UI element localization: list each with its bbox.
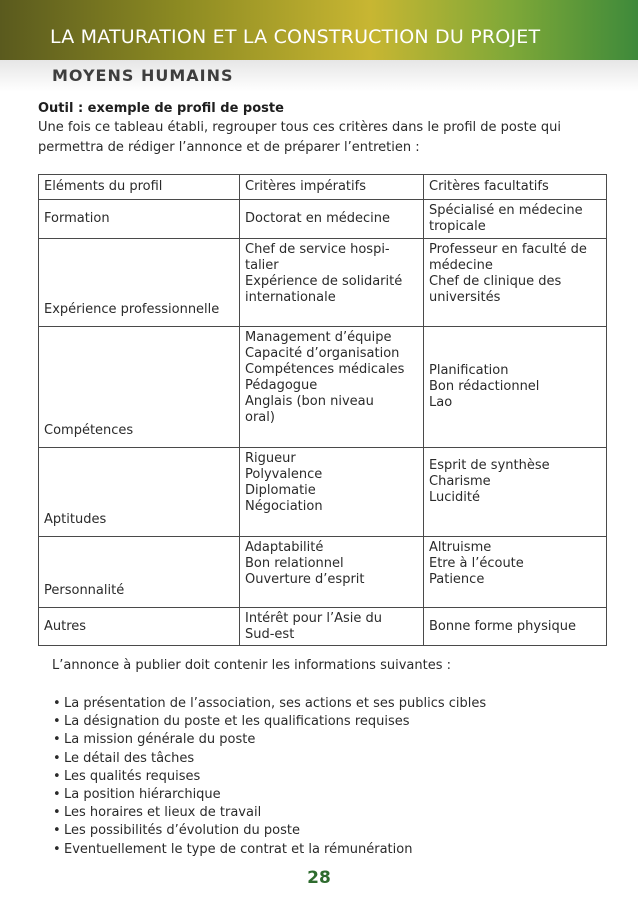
row-facultatifs [424,537,607,608]
cell-line: Altruisme [429,540,492,555]
row-element: Personnalité [39,537,240,608]
bullet-icon: • [53,714,61,730]
list-item-text: Eventuellement le type de contrat et la rémunération [64,841,413,857]
header-facultatifs: Critères facultatifs [424,175,607,200]
cell-line: Négociation [245,499,323,514]
table-row [39,327,607,448]
list-item-text: Les possibilités d’évolution du poste [64,823,300,839]
bullet-icon: • [53,805,61,821]
bullet-icon: • [53,841,61,857]
row-facultatifs [424,327,607,448]
cell-line: tropicale [429,219,486,234]
list-item [53,695,486,713]
cell-line: médecine [429,258,493,273]
row-imperatifs [240,608,424,646]
cell-line: Bon rédactionnel [429,379,540,394]
cell-line: Expérience de solidarité [245,274,403,289]
row-facultatifs [424,200,607,239]
cell-line: Lucidité [429,490,480,505]
cell-line: Rigueur [245,451,296,466]
row-facultatifs [424,608,607,646]
cell-line: Bon relationnel [245,556,344,571]
cell-line: Anglais (bon niveau [245,394,374,409]
bullet-icon: • [53,787,61,803]
bullet-icon: • [53,823,61,839]
bullet-icon: • [53,732,61,748]
cell-line: Lao [429,395,453,410]
cell-line: Compétences médicales [245,362,405,377]
cell-line: Capacité d’organisation [245,346,400,361]
section-title: MOYENS HUMAINS [52,66,234,85]
cell-line: universités [429,290,501,305]
cell-line: Ouverture d’esprit [245,572,365,587]
cell-line: Sud-est [245,626,295,642]
bullet-icon: • [53,750,61,766]
row-element: Formation [39,200,240,239]
cell-line: Diplomatie [245,483,316,498]
table-row [39,239,607,327]
cell-line: Pédagogue [245,378,318,393]
cell-line: Etre à l’écoute [429,556,524,571]
list-item [53,822,486,840]
intro-paragraph: Une fois ce tableau établi, regrouper tous ces critères dans le profil de poste qui permettra de rédiger l’annonce et de préparer l’entretien : [38,120,561,155]
table-row [39,448,607,537]
chapter-title: LA MATURATION ET LA CONSTRUCTION DU PROJET [50,26,541,48]
cell-line: Professeur en faculté de [429,242,587,257]
list-item [53,786,486,804]
row-facultatifs [424,239,607,327]
cell-line: oral) [245,410,275,425]
table-row [39,200,607,239]
cell-line: Planification [429,363,509,378]
row-imperatifs [240,200,424,239]
cell-line: Esprit de synthèse [429,458,550,473]
list-item [53,713,486,731]
header-imperatifs: Critères impératifs [240,175,424,200]
header-banner [0,0,638,60]
table-header-row [39,175,607,200]
cell-line: Doctorat en médecine [245,211,390,226]
row-facultatifs [424,448,607,537]
cell-line: Adaptabilité [245,540,324,555]
row-element: Expérience professionnelle [39,239,240,327]
list-item [53,768,486,786]
page-number: 28 [307,868,331,888]
list-item [53,750,486,768]
list-item-text: La présentation de l’association, ses actions et ses publics cibles [64,696,487,711]
cell-line: Bonne forme physique [429,618,576,634]
list-item [53,841,486,859]
cell-line: Management d’équipe [245,330,392,345]
row-imperatifs [240,537,424,608]
bullet-icon: • [53,696,61,711]
row-element: Compétences [39,327,240,448]
list-item-text: La position hiérarchique [64,787,221,803]
list-item-text: Le détail des tâches [64,750,195,766]
list-item [53,804,486,822]
cell-line: Patience [429,572,485,587]
table-row [39,537,607,608]
row-imperatifs [240,448,424,537]
row-imperatifs [240,239,424,327]
announcement-intro: L’annonce à publier doit contenir les informations suivantes : [52,658,451,673]
bullet-icon: • [53,768,61,784]
row-imperatifs [240,327,424,448]
profile-table [38,174,607,646]
cell-line: talier [245,258,279,273]
header-elements: Eléments du profil [39,175,240,200]
row-element: Aptitudes [39,448,240,537]
list-item-text: Les qualités requises [64,768,201,784]
cell-line: Intérêt pour l’Asie du [245,610,383,626]
list-item-text: Les horaires et lieux de travail [64,805,262,821]
list-item-text: La désignation du poste et les qualifications requises [64,714,410,730]
announcement-list [53,695,486,859]
list-item-text: La mission générale du poste [64,732,256,748]
row-element: Autres [39,608,240,646]
cell-line: internationale [245,290,336,305]
cell-line: Chef de service hospi- [245,242,390,257]
cell-line: Spécialisé en médecine [429,203,583,218]
cell-line: Chef de clinique des [429,274,562,289]
table-row [39,608,607,646]
tool-title: Outil : exemple de profil de poste [38,101,284,116]
cell-line: Charisme [429,474,491,489]
list-item [53,731,486,749]
cell-line: Polyvalence [245,467,323,482]
